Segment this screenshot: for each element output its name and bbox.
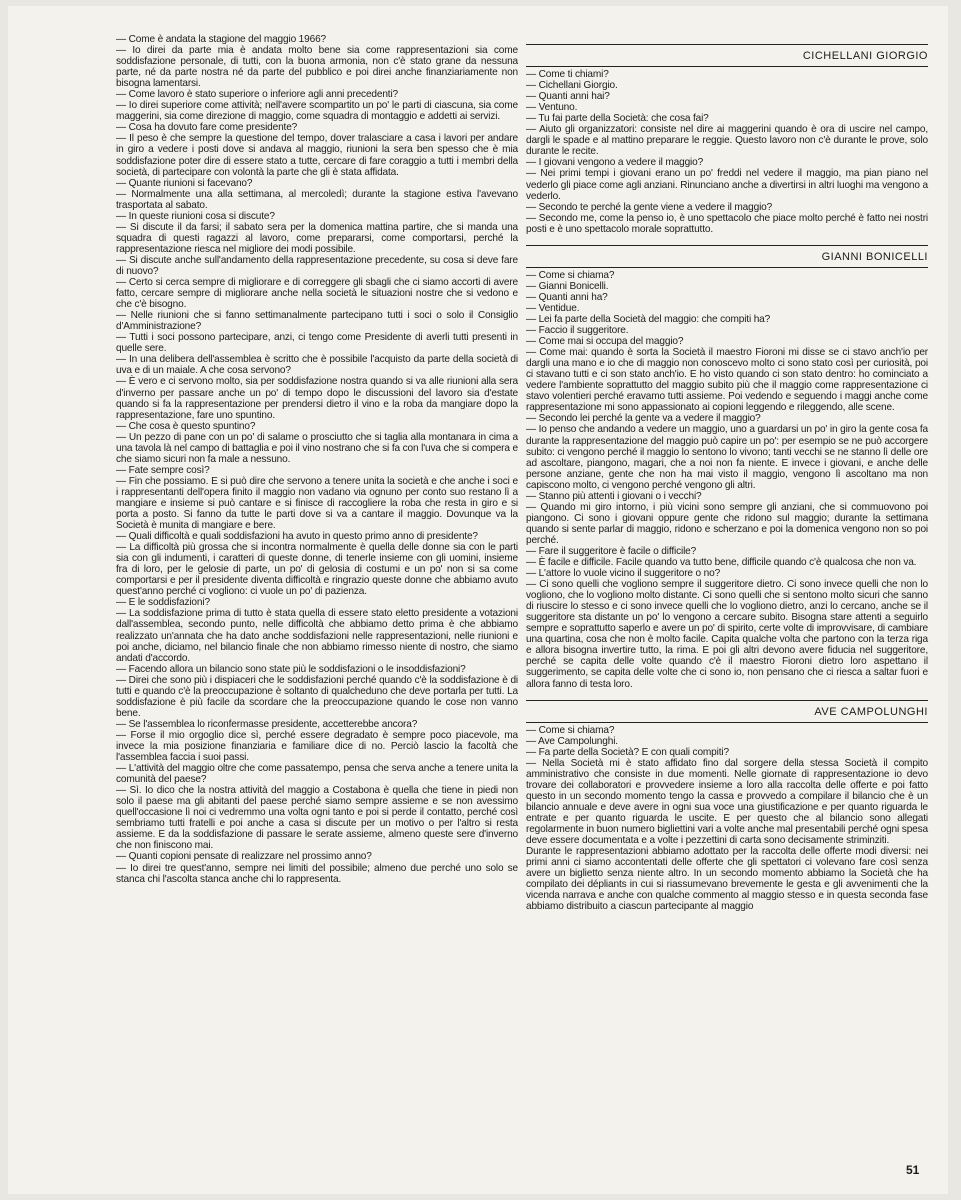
paragraph: — Quanti anni hai?: [526, 91, 610, 103]
paragraph: — Ci sono quelli che vogliono sempre il suggeritore dietro. Ci sono invece quelli che non lo vogliono, che lo vogliono molto distante. Ci sono quelli che si sentono molto sicuri che sanno di riuscire lo stesso e ci sono invece quelli che lo vogliono dietro, anzi lo cercano, anche se il suggeritore sta distante un po' lo vengono a cercare subito. Bisogna stare attenti a seguirlo sempre e soprattutto saperlo e avere un po' di spirito, certe volte di improvvisare, di cambiare una quartina, cosa che non è molto facile. Capita qualche volta che partono con la terza riga e allora bisogna invertire tutto, la rima. E poi gli altri devono avere fiducia nel suggeritore, perché se capita delle volte quando c'è il maestro Fioroni dietro loro aspettano il suggerimento, se capita delle volte che ci sono io, non pensano che ci riesca a saltar fuori e allora fanno di testa loro.: [526, 579, 928, 690]
paragraph: — Come mai: quando è sorta la Società il maestro Fioroni mi disse se ci stavo anch'io per dargli una mano e io che di maggio non conoscevo molto ci sono stato così per curiosità, poi ci stavano tutti e ci son stato anch'io. E ho visto quando ci son stato dentro: ho cominciato a vedere l'ambiente soprattutto del maggio subito più che il maggio come rappresentazione ci stavo volentieri perché eravamo tutti assieme. Poi vedendo e seguendo i maggi anche come rappresentazione mi sono appassionato ai copioni leggendo e rileggendo, alle scene.: [526, 347, 928, 414]
interview-heading: AVE CAMPOLUNGHI: [814, 705, 928, 718]
section-rule: [526, 700, 928, 701]
paragraph: — Cosa ha dovuto fare come presidente?: [116, 122, 298, 134]
paragraph: — Fa parte della Società? E con quali compiti?: [526, 746, 729, 758]
section-rule: [526, 722, 928, 723]
paragraph: — Si discute anche sull'andamento della rappresentazione precedente, su cosa si deve fare di nuovo?: [116, 254, 518, 277]
paragraph: — L'attore lo vuole vicino il suggeritore o no?: [526, 568, 721, 580]
paragraph: — Faccio il suggeritore.: [526, 325, 629, 337]
paragraph: — La difficoltà più grossa che si incontra normalmente è quella delle donne sia con le parti sia con gli indumenti, i caratteri di queste donne, di tenerle insieme con gli uomini, insieme fra di loro, per le gelosie di parte, un po' di gelosia di costumi e un po' non si sa come comportarsi e per il presidente diventa difficoltà e ringrazio queste donne che abbiamo avuto quest'anno perché ci vogliono: ci vuole un po' di pazienza.: [116, 542, 518, 598]
paragraph: — Io direi da parte mia è andata molto bene sia come rappresentazioni sia come soddisfazione personale, di tutti, con la buona armonia, non c'è stato grane da nessuna parte, né da parte nostra né da parte del pubblico e poi direi anche finanziariamente non bisogna lamentarsi.: [116, 45, 518, 90]
paragraph: — Sì. Io dico che la nostra attività del maggio a Costabona è quella che tiene in piedi non solo il paese ma gli abitanti del paese perché siamo sempre assieme e se non avessimo quell'occasione lì noi ci vedremmo una volta ogni tanto e poi si perde il contatto, perché così sembriamo tutti fratelli e poi anche a casa si discute per un motivo o per l'altro si resta assieme. E da la soddisfazione di passare le serate assieme, almeno queste sere d'inverno che non finiscono mai.: [116, 785, 518, 852]
paragraph: — La soddisfazione prima di tutto è stata quella di essere stato eletto presidente a votazioni dall'assemblea, secondo punto, nelle difficoltà che abbiamo detto prima è che abbiamo realizzato un'annata che ha dato anche soddisfazioni nelle rappresentazioni, nelle riunioni e poi anche, diciamo, nel bilancio finale che non abbiamo rimesso niente di nostro, che siamo andati d'accordo.: [116, 608, 518, 664]
paragraph: Durante le rappresentazioni abbiamo adottato per la raccolta delle offerte modi diversi: nei primi anni ci siamo accontentati delle offerte che gli spettatori ci volevano fare così senza avere un biglietto senza niente altro. In un secondo momento abbiamo la Società che ha compilato dei dépliants in cui si riassumevano brevemente le gesta e gli avvenimenti che la vicenda narrava e anche con qualche commento al maggio stesso e in questa seconda fase abbiamo distribuito a ciascun partecipante al maggio: [526, 846, 928, 913]
interview-cichellani: [526, 44, 928, 235]
paragraph: — Fate sempre così?: [116, 464, 210, 476]
paragraph: — Nei primi tempi i giovani erano un po' freddi nel vedere il maggio, ma pian piano nel vederlo gli piace come agli anziani. Rinunciano anche a divertirsi in altri luoghi ma vengono a vederlo.: [526, 168, 928, 202]
paragraph: — Ave Campolunghi.: [526, 735, 618, 747]
paragraph: — Io direi tre quest'anno, sempre nei limiti del possibile; almeno due perché uno solo se stanca chi l'ascolta stanca anche chi lo rappresenta.: [116, 862, 518, 885]
paragraph: — Come mai si occupa del maggio?: [526, 336, 684, 348]
interview-body: [526, 725, 928, 913]
interview-campolunghi: [526, 700, 928, 913]
paragraph: — Normalmente una alla settimana, al mercoledì; durante la stagione estiva l'avevano trasportata al sabato.: [116, 188, 518, 211]
paragraph: — Come ti chiami?: [526, 69, 609, 81]
paragraph: — Lei fa parte della Società del maggio: che compiti ha?: [526, 313, 771, 325]
interview-bonicelli: [526, 245, 928, 690]
paragraph: — Nella Società mi è stato affidato fino dal sorgere della stessa Società il compito amministrativo che consiste in due momenti. Nelle giornate di rappresentazione io devo trovare dei collaboratori e provvedere insieme a loro alla raccolta delle offerte e poi fatto questo in un secondo momento tengo la cassa e provvedo a compilare il bilancio che è un bilancio annuale e deve avere in ogni sua voce una giustificazione e per quanto riguarda le entrate e per quanto riguarda le uscite. E per questo che al bilancio sono allegati regolarmente in buon numero bigliettini vari a volte anche mal presentabili perché ogni spesa deve essere documentata e a volte i pezzettini di carta sono decisamente striminziti.: [526, 757, 928, 847]
paragraph: — Certo si cerca sempre di migliorare e di correggere gli sbagli che ci siamo accorti di avere fatto, cercare sempre di migliorare anche nella società le situazioni nostre che si vedono e che c'è bisogno.: [116, 277, 518, 311]
paragraph: — Quali difficoltà e quali soddisfazioni ha avuto in questo primo anno di presidente?: [116, 531, 478, 543]
paragraph: — E le soddisfazioni?: [116, 597, 210, 609]
paragraph: — Si discute il da farsi; il sabato sera per la domenica mattina partire, che si manda una squadra di questi ragazzi al lavoro, come prepararsi, come comportarsi, perché la rappresentazione riesca nel migliore dei modi possibile.: [116, 221, 518, 255]
paragraph: — Gianni Bonicelli.: [526, 280, 609, 292]
right-column: [526, 40, 928, 912]
interview-body: [526, 69, 928, 235]
paragraph: — Secondo lei perché la gente va a vedere il maggio?: [526, 413, 761, 425]
paragraph: — Fare il suggeritore è facile o difficile?: [526, 545, 697, 557]
paragraph: — Stanno più attenti i giovani o i vecchi?: [526, 490, 702, 502]
interview-heading: GIANNI BONICELLI: [821, 250, 928, 263]
paragraph: — Io penso che andando a vedere un maggio, uno a guardarsi un po' in giro la gente cosa fa durante la rappresentazione del maggio può capire un po': per esempio se ne può accorgere subito: ci vengono perché il maggio lo sentono lo vivono; tanti vecchi se ne stanno lì delle ore ad ascoltare, piangono, magari, che a noi non fa niente. E invece i giovani, e anche delle persone anziane, gente che non ha mai visto il maggio, vengono lì ascoltano ma non capiscono molto, ci vengono perché vengono gli altri.: [526, 424, 928, 491]
paragraph: — Quando mi giro intorno, i più vicini sono sempre gli anziani, che si commuovono poi piangono. Ci sono i giovani oppure gente che ridono sul maggio; durante la settimana quando si sente parlar di maggio, ridono e scherzano e poi la domenica vengono non so poi perché.: [526, 501, 928, 546]
paragraph: — Nelle riunioni che si fanno settimanalmente partecipano tutti i soci o solo il Consiglio d'Amministrazione?: [116, 310, 518, 333]
paragraph: — Direi che sono più i dispiaceri che le soddisfazioni perché quando c'è la soddisfazione è di tutti e quando c'è la preoccupazione è soltanto di qualcheduno che deve portarla per tutti. La soddisfazione è più facile da scordare che la preoccupazione quando le cose non vanno bene.: [116, 674, 518, 719]
magazine-page: [8, 6, 948, 1194]
paragraph: — Come si chiama?: [526, 269, 615, 281]
paragraph: — Secondo me, come la penso io, è uno spettacolo che piace molto perché è fatto nei nostri posti e è uno spettacolo morale soprattutto.: [526, 212, 928, 235]
paragraph: — Fin che possiamo. E si può dire che servono a tenere unita la società e che anche i soci e i rappresentanti dell'opera finito il maggio non vadano via ognuno per conto suo restano lì a mangiare e insieme si può cantare e si finisce di raccogliere la roba che resta in giro e si porta a posto. Si fanno da tutte le parti dove si va a cantare il maggio. Dovunque va la Società è munita di mangiare e bere.: [116, 475, 518, 532]
paragraph: — Quante riunioni si facevano?: [116, 177, 253, 189]
paragraph: — Che cosa è questo spuntino?: [116, 420, 256, 432]
paragraph: — Come è andata la stagione del maggio 1966?: [116, 34, 327, 45]
section-rule: [526, 245, 928, 246]
section-rule: [526, 267, 928, 268]
paragraph: — Tutti i soci possono partecipare, anzi, ci tengo come Presidente di averli tutti presenti in quelle sere.: [116, 332, 518, 355]
interview-body: [526, 270, 928, 690]
section-rule: [526, 44, 928, 45]
paragraph: — In queste riunioni cosa si discute?: [116, 210, 275, 222]
paragraph: — I giovani vengono a vedere il maggio?: [526, 157, 704, 169]
paragraph: — Forse il mio orgoglio dice sì, perché essere degradato è sempre poco piacevole, ma invece la mia posizione finanziaria e familiare dice di no. Perciò lascio la facoltà che l'assemblea faccia i suoi passi.: [116, 729, 518, 764]
paragraph: — Cichellani Giorgio.: [526, 80, 618, 92]
paragraph: — In una delibera dell'assemblea è scritto che è possibile l'acquisto da parte della società di uva e di un maiale. A che cosa servono?: [116, 354, 518, 377]
paragraph: — Facendo allora un bilancio sono state più le soddisfazioni o le insoddisfazioni?: [116, 663, 466, 675]
paragraph: — L'attività del maggio oltre che come passatempo, pensa che serva anche a tenere unita la comunità del paese?: [116, 763, 518, 786]
page-number: 51: [906, 1163, 920, 1177]
paragraph: — Come lavoro è stato superiore o inferiore agli anni precedenti?: [116, 89, 399, 101]
paragraph: — Se l'assemblea lo riconfermasse presidente, accetterebbe ancora?: [116, 718, 418, 730]
paragraph: — Quanti anni ha?: [526, 291, 608, 303]
left-column: [116, 34, 518, 885]
paragraph: — Quanti copioni pensate di realizzare nel prossimo anno?: [116, 851, 372, 863]
interview-heading: CICHELLANI GIORGIO: [802, 50, 928, 62]
paragraph: — Secondo te perché la gente viene a vedere il maggio?: [526, 201, 773, 213]
paragraph: — Aiuto gli organizzatori: consiste nel dire ai maggerini quando è ora di uscire nel campo, dargli le spade e al mattino preparare le reggie. Questo lavoro non c'è durante le prove, solo durante le recite.: [526, 124, 928, 158]
paragraph: — Io direi superiore come attività; nell'avere scompartito un po' le parti di ciascuna, sia come maggerini, sia come direzione di maggio, come squadra di montaggio e addetti ai servizi.: [116, 100, 518, 123]
paragraph: — Come si chiama?: [526, 724, 615, 736]
paragraph: — È vero e ci servono molto, sia per soddisfazione nostra quando si va alle riunioni alla sera d'inverno per passare anche un po' di tempo dopo le discussioni del lavoro sia d'estate quando si fa la rappresentazione per prendersi dietro il vino e la roba da mangiare dopo la rappresentazione, fare uno spuntino.: [116, 376, 518, 421]
paragraph: — Tu fai parte della Società: che cosa fai?: [526, 113, 709, 125]
paragraph: — Il peso è che sempre la questione del tempo, dover tralasciare a casa i lavori per andare in giro a vedere i posti dove si andava al maggio, riunioni la sera ben spesso che è mia soddisfazione poter dire di essere stato a tutte, cercare di fare coraggio a tutti i membri della società, di partecipare con volontà la parte che gli è stata affidata.: [116, 133, 518, 178]
section-rule: [526, 66, 928, 67]
paragraph: — Ventidue.: [526, 302, 580, 314]
paragraph: — Un pezzo di pane con un po' di salame o prosciutto che si taglia alla montanara in cima a una tavola là nel campo di battaglia e poi il vino nostrano che si fa con l'uva che si compera e che siamo sicuri non fa male a nessuno.: [116, 431, 518, 465]
paragraph: — È facile e difficile. Facile quando va tutto bene, difficile quando c'è qualcosa che non va.: [526, 557, 917, 569]
paragraph: — Ventuno.: [526, 102, 578, 114]
